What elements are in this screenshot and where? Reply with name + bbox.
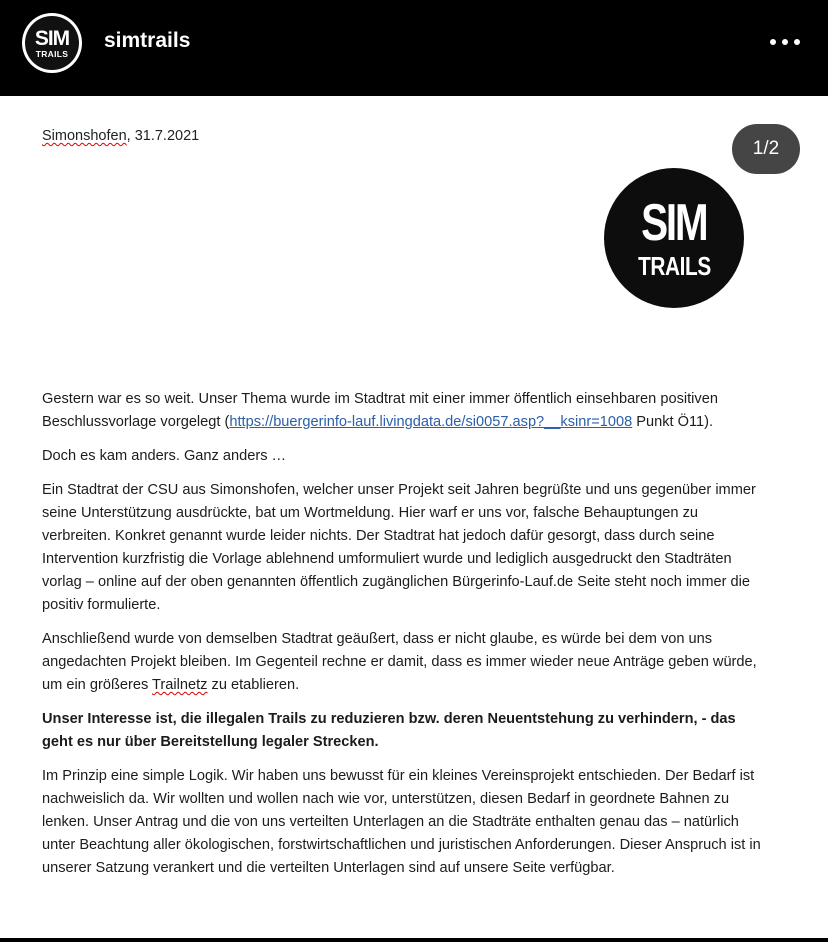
avatar-logo-line1: SIM bbox=[34, 26, 70, 50]
logo-line2: TRAILS bbox=[637, 251, 711, 281]
date-value: , 31.7.2021 bbox=[126, 128, 200, 144]
letter-body bbox=[42, 388, 762, 891]
paragraph-1 bbox=[42, 388, 762, 434]
paragraph-4-misspelled-word: Trailnetz bbox=[152, 677, 208, 693]
paragraph-4-tail: zu etablieren. bbox=[207, 677, 300, 693]
dot bbox=[770, 39, 776, 45]
paragraph-6: Im Prinzip eine simple Logik. Wir haben uns bewusst für ein kleines Vereinsprojekt entschieden. Der Bedarf ist nachweislich da. Wir wollten und wollen nach wie vor, unterstützen, diesen Bedarf in geordnete Bahnen zu lenken. Unser Antrag und die von uns verteilten Unterlagen an die Stadträte enthalten genau das – natürlich unter Beachtung aller ökologischen, forstwirtschaftlichen und juristischen Anforderungen. Dieser Anspruch ist in unserer Satzung verankert und die verteilten Unterlagen sind auf unsere Seite verfügbar. bbox=[42, 768, 761, 876]
paragraph-4 bbox=[42, 628, 762, 697]
more-options-icon[interactable] bbox=[770, 30, 800, 54]
sim-trails-logo bbox=[604, 168, 744, 308]
username[interactable]: simtrails bbox=[104, 29, 191, 52]
post-header bbox=[0, 0, 828, 96]
date-place: Simonshofen bbox=[42, 128, 127, 144]
letter-date bbox=[42, 128, 199, 144]
paragraph-1-tail: Punkt Ö11). bbox=[632, 414, 714, 430]
paragraph-3: Ein Stadtrat der CSU aus Simonshofen, welcher unser Projekt seit Jahren begrüßte und uns gegenüber immer seine Unterstützung ausdrückte, bat um Wortmeldung. Hier warf er uns vor, falsche Behauptungen zu verbreiten. Konkret genannt wurde leider nichts. Der Stadtrat hat jedoch dafür gesorgt, dass durch seine Intervention kurzfristig die Vorlage ablehnend umformuliert wurde und lediglich ausgedruckt den Stadträten vorlag – online auf der oben genannten öffentlich zugänglichen Bürgerinfo-Lauf.de Seite steht noch immer die positiv formulierte. bbox=[42, 482, 756, 613]
paragraph-4-text: Anschließend wurde von demselben Stadtrat geäußert, dass er nicht glaube, es würde bei dem von uns angedachten Projekt bleiben. Im Gegenteil rechne er damit, dass es immer wieder neue Anträge geben würde, um ein größeres bbox=[42, 631, 757, 693]
carousel-counter: 1/2 bbox=[732, 124, 800, 174]
avatar-logo-line2: TRAILS bbox=[35, 48, 69, 59]
bottom-edge bbox=[0, 938, 828, 942]
paragraph-1-text: Gestern war es so weit. Unser Thema wurde im Stadtrat mit einer immer öffentlich einsehbaren positiven Beschlussvorlage vorgelegt ( bbox=[42, 391, 718, 430]
sim-trails-logo-icon bbox=[25, 16, 79, 70]
dot bbox=[794, 39, 800, 45]
avatar[interactable] bbox=[22, 13, 82, 73]
dot bbox=[782, 39, 788, 45]
logo-line1: SIM bbox=[641, 194, 707, 252]
post-image bbox=[0, 96, 828, 938]
buergerinfo-link[interactable]: https://buergerinfo-lauf.livingdata.de/si0057.asp?__ksinr=1008 bbox=[229, 414, 633, 430]
paragraph-5-bold: Unser Interesse ist, die illegalen Trails zu reduzieren bzw. deren Neuentstehung zu verhindern, - das geht es nur über Bereitstellung legaler Strecken. bbox=[42, 711, 736, 750]
paragraph-2: Doch es kam anders. Ganz anders … bbox=[42, 448, 287, 464]
